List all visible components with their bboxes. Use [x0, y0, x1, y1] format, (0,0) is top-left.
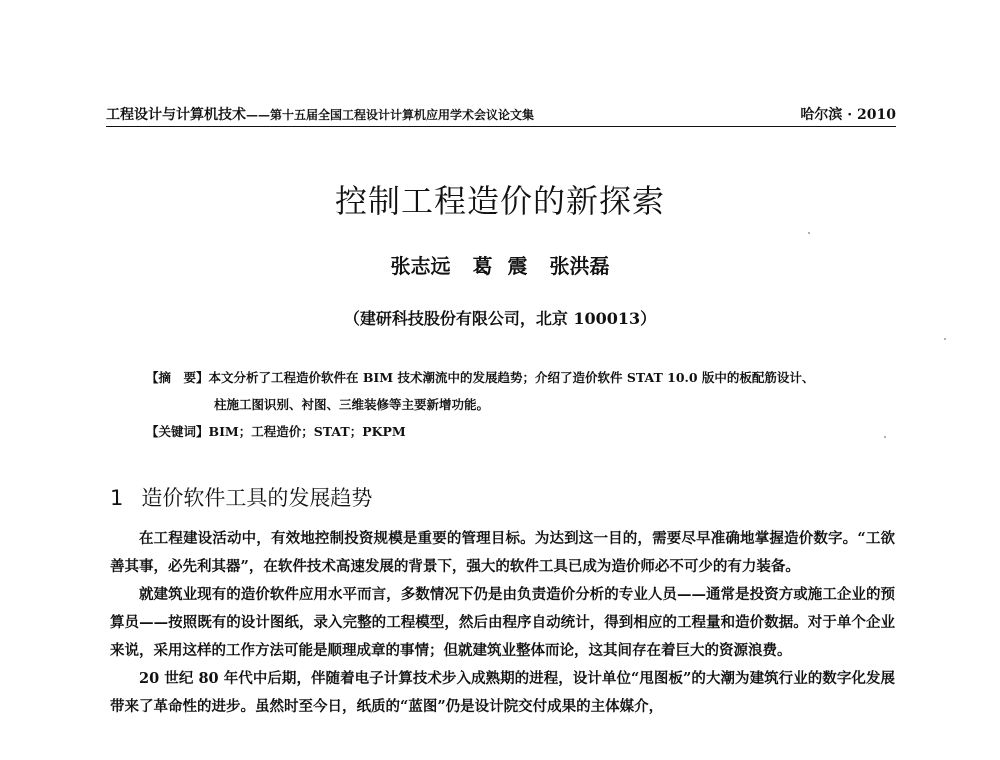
abstract-text-line1: 本文分析了工程造价软件在 BIM 技术潮流中的发展趋势；介绍了造价软件 STAT 10.0 版中的板配筋设计、: [208, 370, 815, 385]
paragraph: 20 世纪 80 年代中后期，伴随着电子计算技术步入成熟期的进程，设计单位“甩图板”的大潮为建筑行业的数字化发展带来了革命性的进步。虽然时至今日，纸质的“蓝图”仍是设计院交付成果的主体媒介，: [110, 670, 895, 715]
paragraph: 就建筑业现有的造价软件应用水平而言，多数情况下仍是由负责造价分析的专业人员——通常是投资方或施工企业的预算员——按照既有的设计图纸，录入完整的工程模型，然后由程序自动统计，得到相应的工程量和造价数据。对于单个企业来说，采用这样的工作方法可能是顺理成章的事情；但就建筑业整体而论，这其间存在着巨大的资源浪费。: [110, 586, 895, 659]
journal-info: [106, 104, 534, 124]
section-number: 1: [110, 486, 124, 510]
header-rule: [106, 126, 896, 127]
author-name: 张洪磊: [549, 254, 610, 278]
author-list: [0, 250, 1000, 279]
abstract-label: 【摘 要】: [146, 370, 209, 385]
scan-speck: [944, 338, 946, 340]
keywords: [146, 418, 906, 445]
abstract-block: [146, 364, 906, 445]
keywords-text: BIM；工程造价；STAT；PKPM: [208, 424, 406, 439]
scan-speck: [884, 436, 886, 438]
section-title: 造价软件工具的发展趋势: [141, 486, 373, 510]
paragraph: 在工程建设活动中，有效地控制投资规模是重要的管理目标。为达到这一目的，需要尽早准确地掌握造价数字。“工欲善其事，必先利其器”，在软件技术高速发展的背景下，强大的软件工具已成为造价师必不可少的有力装备。: [110, 530, 895, 575]
journal-name: 工程设计与计算机技术: [106, 107, 246, 123]
running-header: [106, 104, 896, 124]
scan-speck: [808, 232, 810, 234]
author-name: 张志远: [390, 254, 451, 278]
affiliation: （建研科技股份有限公司，北京 100013）: [343, 309, 657, 328]
abstract-text-line2: 柱施工图识别、衬图、三维装修等主要新增功能。: [214, 397, 490, 412]
paper-title: 控制工程造价的新探索: [334, 182, 665, 220]
abstract: [146, 364, 906, 391]
author-name: 葛 震: [472, 254, 528, 278]
keywords-label: 【关键词】: [146, 424, 209, 439]
section-body: [110, 525, 895, 721]
location-year: 哈尔滨 · 2010: [800, 107, 896, 123]
section-heading: [110, 482, 372, 512]
journal-subtitle: ——第十五届全国工程设计计算机应用学术会议论文集: [246, 108, 535, 122]
